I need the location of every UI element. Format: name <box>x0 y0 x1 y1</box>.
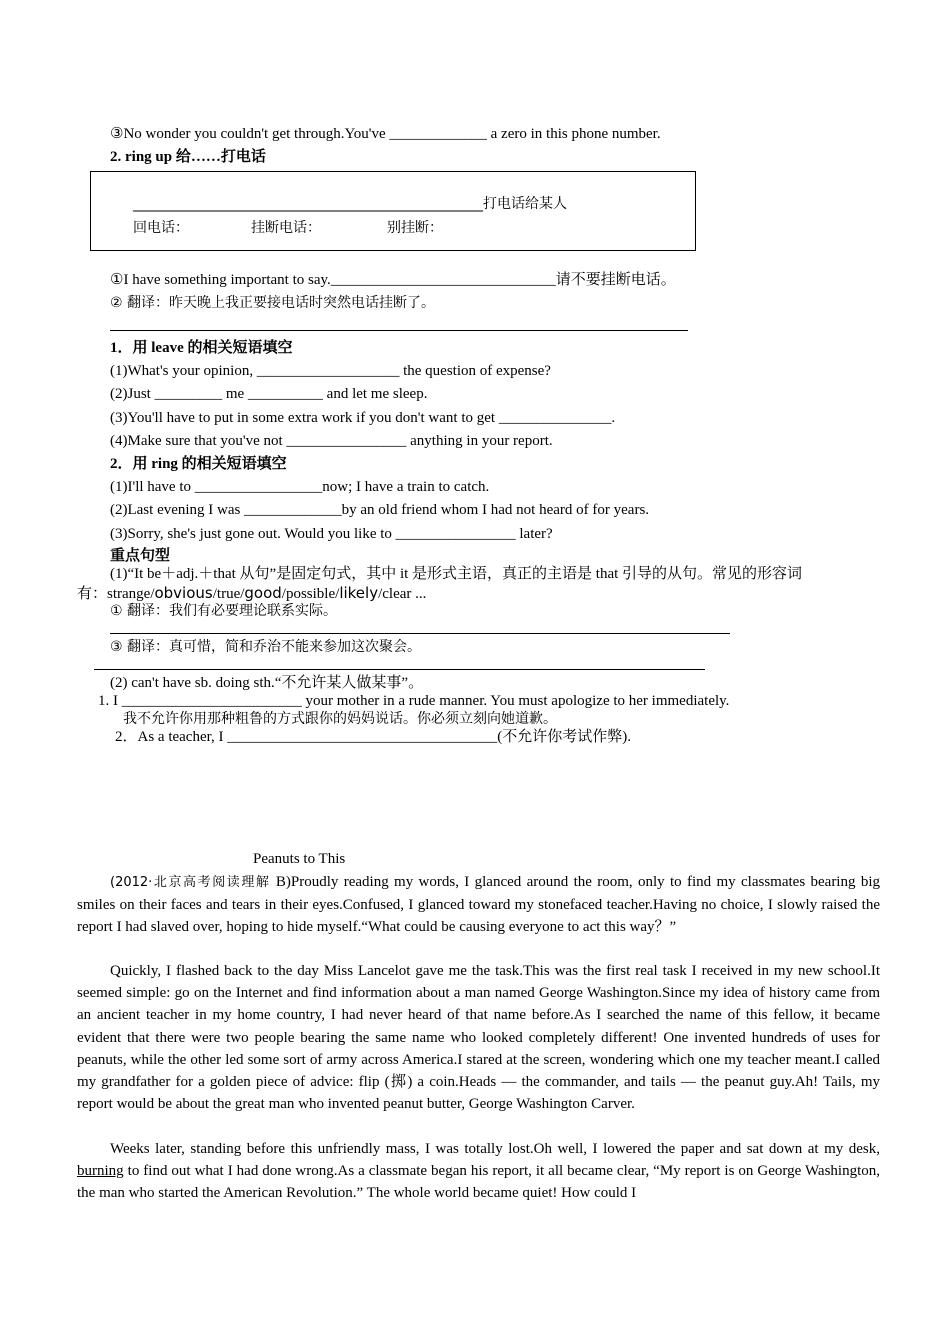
adjective-possible: /possible/ <box>281 586 340 602</box>
leave-q1: (1)What's your opinion, ___________________ the question of expense? <box>110 363 551 379</box>
leave-q2: (2)Just _________ me __________ and let me sleep. <box>110 386 428 402</box>
heading-leave-phrases: 1．用 leave 的相关短语填空 <box>110 340 293 356</box>
phrase-box-hold-on: 别挂断： <box>387 220 443 236</box>
sentence-pattern-1: (1)“It be＋adj.＋that 从句”是固定句式，其中 it 是形式主语，真正的主语是 that 引导的从句。常见的形容词 <box>110 566 803 582</box>
pattern-2-q2: 2．As a teacher, I ____________________________________(不允许你考试作弊). <box>115 729 632 745</box>
pattern-2-q1: 1. I ________________________ your mother in a rude manner. You must apologize to her immediately. <box>98 693 730 709</box>
passage-paragraph-1-text: B)Proudly reading my words, I glanced around the room, only to find my classmates bearing big smiles on their faces and tears in their eyes.Confused, I glanced toward my stonefaced teacher.Having no choice, I slowly raised the report I had slaved over, hoping to hide myself.“What could be causing everyone to act this way？” <box>77 874 880 936</box>
answer-rule <box>94 669 705 670</box>
heading-key-sentences: 重点句型 <box>110 548 171 564</box>
passage-paragraph-1 <box>77 871 880 939</box>
passage-source: (2012·北京高考阅读理解 <box>110 875 271 890</box>
answer-rule <box>110 330 688 331</box>
adjective-good: good <box>244 584 282 602</box>
heading-ring-phrases: 2．用 ring 的相关短语填空 <box>110 456 287 472</box>
translation-3-line: ③ 翻译：真可惜，简和乔治不能来参加这次聚会。 <box>110 639 421 655</box>
ring-q1: (1)I'll have to _________________now; I have a train to catch. <box>110 479 490 495</box>
sentence-pattern-2: (2) can't have sb. doing sth.“不允许某人做某事”。 <box>110 675 424 691</box>
underlined-word-burning: burning <box>77 1163 124 1180</box>
exercise-1-line: ①I have something important to say.______________________________请不要挂断电话。 <box>110 272 676 288</box>
answer-rule <box>110 633 730 634</box>
ring-q3: (3)Sorry, she's just gone out. Would you like to ________________ later? <box>110 526 553 542</box>
adjective-list-prefix: 有：strange/ <box>77 586 155 602</box>
phrase-box-hang-up: 挂断电话： <box>251 220 321 236</box>
translation-2-line: ② 翻译：昨天晚上我正要接电话时突然电话挂断了。 <box>110 295 435 311</box>
phrase-box <box>90 171 696 251</box>
passage-paragraph-3-end: to find out what I had done wrong.As a classmate began his report, it all became clear, “My report is on George Washington, the man who started the American Revolution.” The whole world became quiet! How could I <box>77 1163 880 1202</box>
adjective-obvious: obvious <box>154 584 213 602</box>
question-3-line: ③No wonder you couldn't get through.You've _____________ a zero in this phone number. <box>110 126 661 142</box>
leave-q4: (4)Make sure that you've not ________________ anything in your report. <box>110 433 553 449</box>
adjective-likely: likely <box>339 584 379 602</box>
leave-q3: (3)You'll have to put in some extra work if you don't want to get _______________. <box>110 410 616 426</box>
phrase-box-call-line: __________________________________________________打电话给某人 <box>133 196 567 212</box>
adjective-clear: /clear ... <box>378 586 427 602</box>
passage-title: Peanuts to This <box>253 851 346 867</box>
ring-q2: (2)Last evening I was _____________by an old friend whom I had not heard of for years. <box>110 502 650 518</box>
passage-paragraph-3-start: Weeks later, standing before this unfriendly mass, I was totally lost.Oh well, I lowered the paper and sat down at my desk, <box>110 1141 880 1157</box>
adjective-true: /true/ <box>212 586 245 602</box>
translation-1-line: ① 翻译：我们有必要理论联系实际。 <box>110 603 338 619</box>
phrase-box-call-back: 回电话： <box>133 220 189 236</box>
passage-paragraph-2: Quickly, I flashed back to the day Miss Lancelot gave me the task.This was the first real task I received in my new school.It seemed simple: go on the Internet and find information about a man named George Washington.Since my idea of history came from an ancient teacher in my home country, I had never heard of that name before.As I searched the name of this fellow, it became evident that there were two people bearing the same name who looked completely different! One invented hundreds of uses for peanuts, while the other led some sort of army across America.I stared at the screen, wondering which one my teacher meant.I called my grandfather for a golden piece of advice: flip (掷) a coin.Heads — the commander, and tails — the peanut guy.Ah! Tails, my report would be about the great man who invented peanut butter, George Washington Carver. <box>77 963 880 1113</box>
pattern-2-q1-translation: 我不允许你用那种粗鲁的方式跟你的妈妈说话。你必须立刻向她道歉。 <box>123 711 557 727</box>
heading-ring-up: 2. ring up 给……打电话 <box>110 149 266 165</box>
passage-paragraph-3 <box>77 1138 880 1205</box>
